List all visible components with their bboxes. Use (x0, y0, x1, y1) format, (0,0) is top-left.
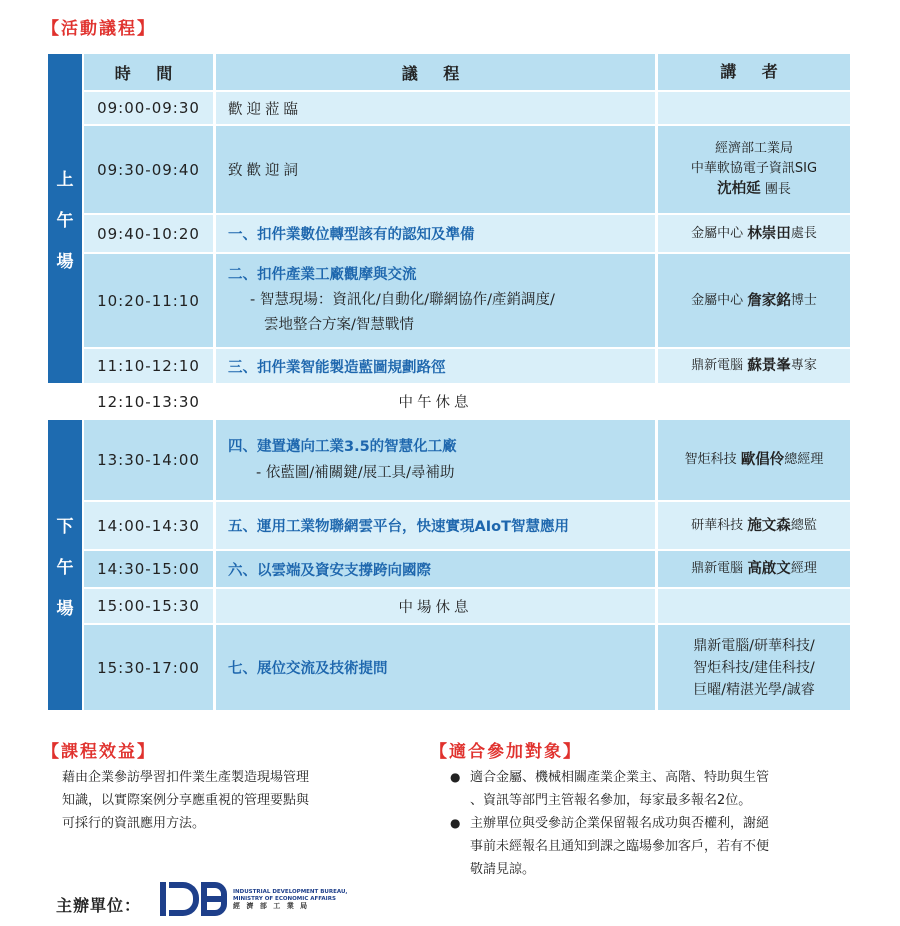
row-speaker: 經濟部工業局 中華軟協電子資訊SIG 沈柏延 團長 (658, 126, 850, 213)
audience-title: 【適合參加對象】 (430, 742, 582, 762)
row-speaker: 金屬中心 林崇田 處長 (658, 215, 850, 252)
row-time: 13:30-14:00 (84, 420, 213, 500)
row-time: 15:00-15:30 (84, 589, 213, 623)
row-agenda: 五、運用工業物聯網雲平台，快速實現AIoT智慧應用 (216, 502, 655, 549)
list-item: ● 適合金屬、機械相關產業企業主、高階、特助與生管 、資訊等部門主管報名參加，每家最多報名2位。 (450, 766, 860, 812)
row-agenda: 七、展位交流及技術提問 (216, 625, 655, 710)
benefits-text: 藉由企業參訪學習扣件業生產製造現場管理 知識，以實際案例分享應重視的管理要點與 可採行的資訊應用方法。 (62, 770, 310, 831)
row-time: 09:00-09:30 (84, 92, 213, 124)
row-time: 09:30-09:40 (84, 126, 213, 213)
audience-list (450, 766, 860, 881)
row-speaker: 鼎新電腦 高啟文 經理 (658, 551, 850, 587)
row-time: 10:20-11:10 (84, 254, 213, 347)
row-time: 14:00-14:30 (84, 502, 213, 549)
row-agenda: 致歡迎詞 (216, 126, 655, 213)
row-time: 12:10-13:30 (84, 385, 213, 418)
afternoon-session-label: 下 午 場 (48, 420, 82, 710)
row-agenda: 歡迎蒞臨 (216, 92, 655, 124)
row-speaker (658, 589, 850, 623)
row-agenda: 六、以雲端及資安支撐跨向國際 (216, 551, 655, 587)
agenda-title: 【活動議程】 (42, 19, 156, 39)
benefits-title: 【課程效益】 (42, 742, 156, 762)
row-speaker: 鼎新電腦/研華科技/ 智炬科技/建佳科技/ 巨曜/精湛光學/誠睿 (658, 625, 850, 710)
row-agenda: 中午休息 (216, 385, 655, 418)
header-speaker: 講 者 (658, 54, 850, 90)
row-agenda: 三、扣件業智能製造藍圖規劃路徑 (216, 349, 655, 383)
row-time: 11:10-12:10 (84, 349, 213, 383)
row-agenda: 一、扣件業數位轉型該有的認知及準備 (216, 215, 655, 252)
row-time: 15:30-17:00 (84, 625, 213, 710)
row-agenda: 中場休息 (216, 589, 655, 623)
morning-session-label: 上 午 場 (48, 54, 82, 383)
row-time: 14:30-15:00 (84, 551, 213, 587)
row-agenda: 四、建置邁向工業3.5的智慧化工廠 - 依藍圖/補關鍵/展工具/尋補助 (216, 420, 655, 500)
row-speaker (658, 92, 850, 124)
header-agenda: 議 程 (216, 54, 655, 90)
list-item: ● 主辦單位與受參訪企業保留報名成功與否權利，謝絕 事前未經報名且通知到課之臨場參加客戶，若有不便 敬請見諒。 (450, 812, 860, 881)
row-speaker: 鼎新電腦 蘇景峯 專家 (658, 349, 850, 383)
row-agenda: 二、扣件產業工廠觀摩與交流 - 智慧現場：資訊化/自動化/聯網協作/產銷調度/ 雲地整合方案/智慧戰情 (216, 254, 655, 347)
row-time: 09:40-10:20 (84, 215, 213, 252)
row-speaker: 研華科技 施文森 總監 (658, 502, 850, 549)
header-time: 時 間 (84, 54, 213, 90)
row-speaker: 金屬中心 詹家銘 博士 (658, 254, 850, 347)
agenda-table (48, 54, 850, 710)
organizer-label: 主辦單位： (56, 896, 142, 915)
idb-logo: INDUSTRIAL DEVELOPMENT BUREAU, MINISTRY OF ECONOMIC AFFAIRS 經 濟 部 工 業 局 (160, 882, 348, 916)
row-speaker: 智炬科技 歐倡伶 總經理 (658, 420, 850, 500)
